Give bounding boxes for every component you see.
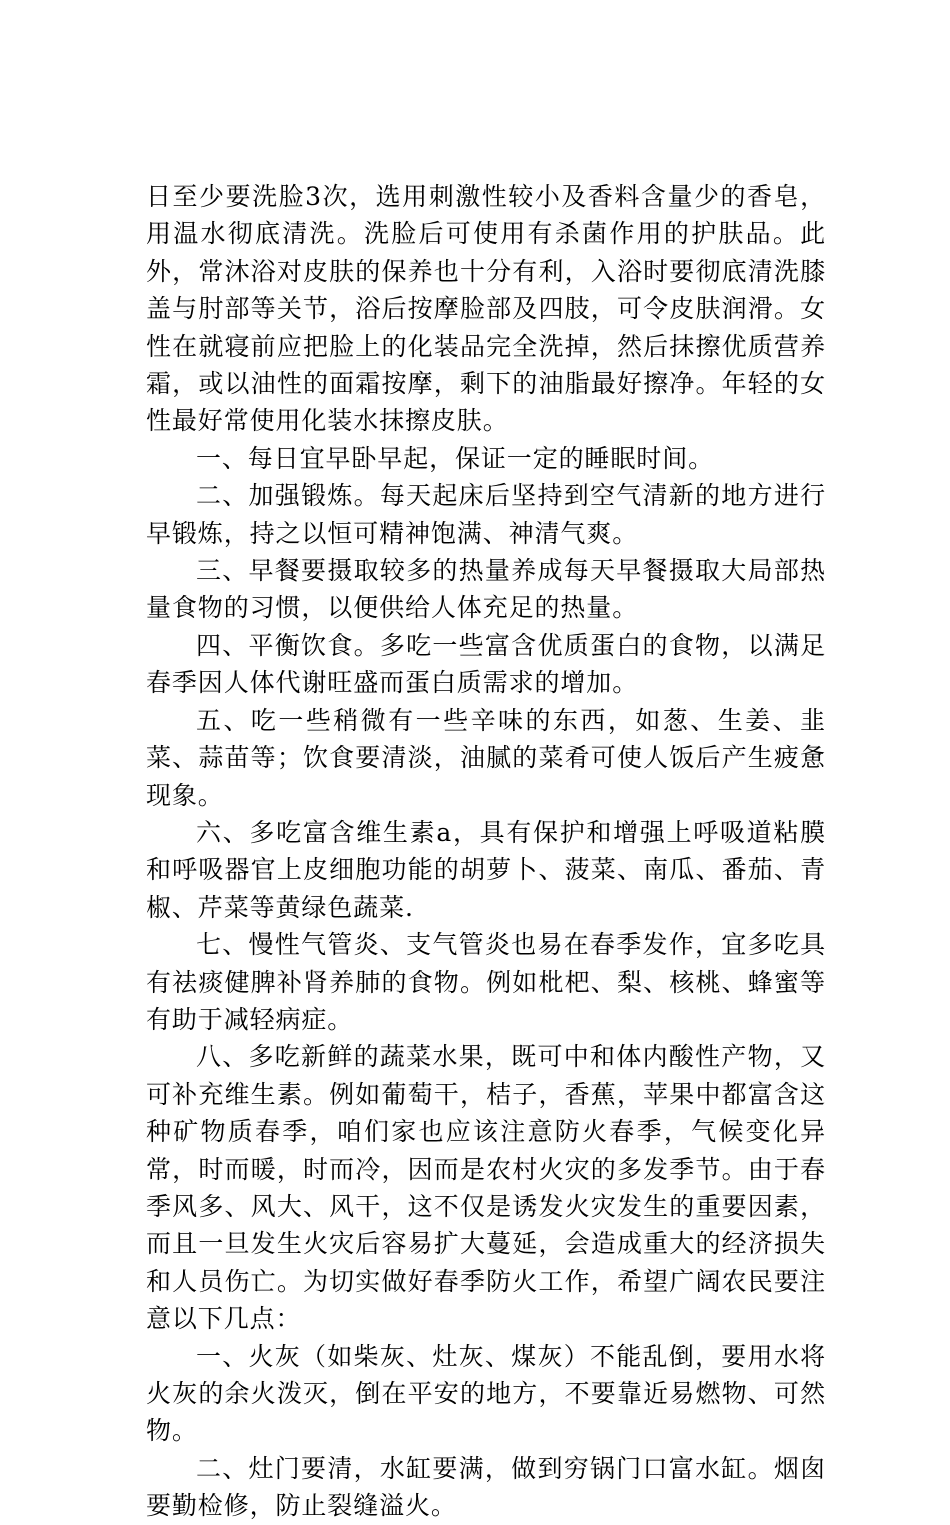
paragraph-item-6: 六、多吃富含维生素a，具有保护和增强上呼吸道粘膜和呼吸器官上皮细胞功能的胡萝卜、菠菜、南瓜、番茄、青椒、芹菜等黄绿色蔬菜. <box>146 817 826 922</box>
paragraph-item-2: 二、加强锻炼。每天起床后坚持到空气清新的地方进行早锻炼，持之以恒可精神饱满、神清气爽。 <box>146 481 826 548</box>
paragraph-item-3: 三、早餐要摄取较多的热量养成每天早餐摄取大局部热量食物的习惯，以便供给人体充足的热量。 <box>146 556 826 623</box>
document-body <box>146 178 826 1525</box>
paragraph-item-8: 八、多吃新鲜的蔬菜水果，既可中和体内酸性产物，又可补充维生素。例如葡萄干，桔子，香蕉，苹果中都富含这种矿物质春季，咱们家也应该注意防火春季，气候变化异常，时而暖，时而冷，因而是农村火灾的多发季节。由于春季风多、风大、风干，这不仅是诱发火灾发生的重要因素，而且一旦发生火灾后容易扩大蔓延，会造成重大的经济损失和人员伤亡。为切实做好春季防火工作，希望广阔农民要注意以下几点： <box>146 1042 826 1334</box>
paragraph-item-5: 五、吃一些稍微有一些辛味的东西，如葱、生姜、韭菜、蒜苗等；饮食要清淡，油腻的菜肴可使人饭后产生疲惫现象。 <box>146 705 826 810</box>
paragraph-item-1: 一、每日宜早卧早起，保证一定的睡眠时间。 <box>196 443 715 473</box>
paragraph-item-7: 七、慢性气管炎、支气管炎也易在春季发作，宜多吃具有祛痰健脾补肾养肺的食物。例如枇杷、梨、核桃、蜂蜜等有助于减轻病症。 <box>146 930 826 1034</box>
paragraph-skin-care: 日至少要洗脸3次，选用刺激性较小及香料含量少的香皂，用温水彻底清洗。洗脸后可使用有杀菌作用的护肤品。此外，常沐浴对皮肤的保养也十分有利，入浴时要彻底清洗膝盖与肘部等关节，浴后按摩脸部及四肢，可令皮肤润滑。女性在就寝前应把脸上的化装品完全洗掉，然后抹擦优质营养霜，或以油性的面霜按摩，剩下的油脂最好擦净。年轻的女性最好常使用化装水抹擦皮肤。 <box>146 182 826 436</box>
paragraph-item-4: 四、平衡饮食。多吃一些富含优质蛋白的食物，以满足春季因人体代谢旺盛而蛋白质需求的增加。 <box>146 630 826 698</box>
paragraph-fire-1: 一、火灰（如柴灰、灶灰、煤灰）不能乱倒，要用水将火灰的余火泼灭，倒在平安的地方，不要靠近易燃物、可然物。 <box>146 1341 826 1446</box>
paragraph-fire-2: 二、灶门要清，水缸要满，做到穷锅门口富水缸。烟囱要勤检修，防止裂缝溢火。 <box>146 1453 826 1521</box>
